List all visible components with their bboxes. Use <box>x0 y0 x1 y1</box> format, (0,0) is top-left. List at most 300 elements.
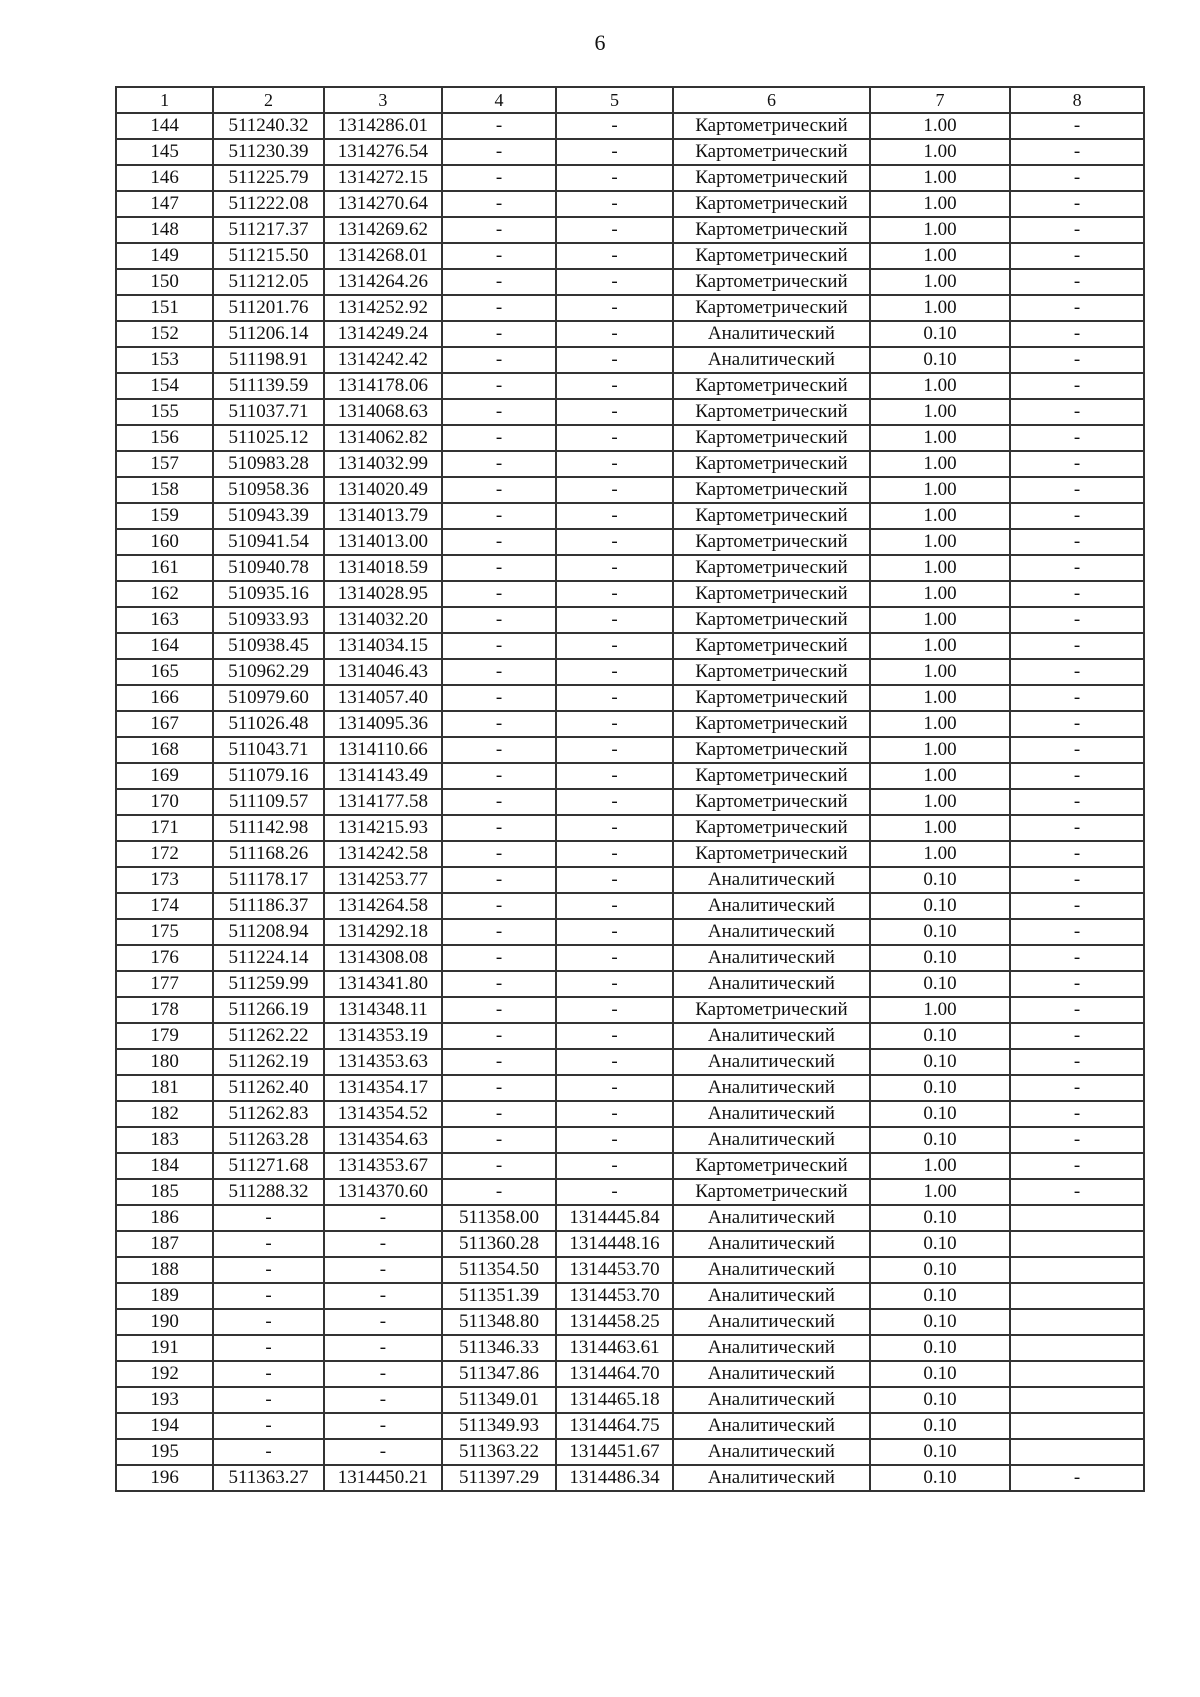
x-old-cell: 511262.22 <box>213 1023 324 1049</box>
table-row <box>116 1413 1144 1439</box>
description-cell: - <box>1010 893 1144 919</box>
column-header: 1 <box>116 87 213 113</box>
table-row <box>116 1231 1144 1257</box>
x-new-cell: 511349.01 <box>442 1387 556 1413</box>
point-number-cell: 169 <box>116 763 213 789</box>
accuracy-cell: 0.10 <box>870 945 1010 971</box>
description-cell: - <box>1010 659 1144 685</box>
method-cell: Картометрический <box>673 477 870 503</box>
accuracy-cell: 1.00 <box>870 997 1010 1023</box>
y-old-cell: 1314276.54 <box>324 139 442 165</box>
x-new-cell: - <box>442 763 556 789</box>
y-old-cell: 1314177.58 <box>324 789 442 815</box>
y-new-cell: - <box>556 737 673 763</box>
x-old-cell: 511186.37 <box>213 893 324 919</box>
x-new-cell: 511363.22 <box>442 1439 556 1465</box>
accuracy-cell: 1.00 <box>870 529 1010 555</box>
column-header: 6 <box>673 87 870 113</box>
point-number-cell: 149 <box>116 243 213 269</box>
description-cell: - <box>1010 1127 1144 1153</box>
table-row <box>116 1361 1144 1387</box>
x-old-cell: 510958.36 <box>213 477 324 503</box>
x-new-cell: 511351.39 <box>442 1283 556 1309</box>
y-new-cell: - <box>556 1179 673 1205</box>
table-body <box>116 113 1144 1491</box>
accuracy-cell: 1.00 <box>870 659 1010 685</box>
y-old-cell: 1314032.20 <box>324 607 442 633</box>
table-row <box>116 607 1144 633</box>
y-new-cell: - <box>556 347 673 373</box>
method-cell: Картометрический <box>673 581 870 607</box>
accuracy-cell: 0.10 <box>870 1049 1010 1075</box>
accuracy-cell: 0.10 <box>870 321 1010 347</box>
table-header-row <box>116 87 1144 113</box>
accuracy-cell: 0.10 <box>870 1309 1010 1335</box>
y-old-cell: - <box>324 1205 442 1231</box>
accuracy-cell: 0.10 <box>870 1075 1010 1101</box>
table-row <box>116 971 1144 997</box>
method-cell: Картометрический <box>673 659 870 685</box>
table-row <box>116 1075 1144 1101</box>
y-new-cell: 1314465.18 <box>556 1387 673 1413</box>
y-new-cell: - <box>556 711 673 737</box>
method-cell: Аналитический <box>673 1205 870 1231</box>
accuracy-cell: 0.10 <box>870 1205 1010 1231</box>
table-row <box>116 321 1144 347</box>
x-new-cell: 511397.29 <box>442 1465 556 1491</box>
description-cell: - <box>1010 451 1144 477</box>
point-number-cell: 155 <box>116 399 213 425</box>
table-row <box>116 1153 1144 1179</box>
table-row <box>116 217 1144 243</box>
description-cell: - <box>1010 1075 1144 1101</box>
table-row <box>116 1387 1144 1413</box>
y-new-cell: - <box>556 139 673 165</box>
accuracy-cell: 1.00 <box>870 685 1010 711</box>
table-row <box>116 373 1144 399</box>
description-cell: - <box>1010 789 1144 815</box>
accuracy-cell: 0.10 <box>870 867 1010 893</box>
table-row <box>116 685 1144 711</box>
table-row <box>116 1283 1144 1309</box>
x-old-cell: - <box>213 1257 324 1283</box>
accuracy-cell: 0.10 <box>870 1387 1010 1413</box>
description-cell: - <box>1010 685 1144 711</box>
table-row <box>116 399 1144 425</box>
description-cell <box>1010 1309 1144 1335</box>
table-row <box>116 1205 1144 1231</box>
point-number-cell: 195 <box>116 1439 213 1465</box>
description-cell: - <box>1010 269 1144 295</box>
y-new-cell: - <box>556 815 673 841</box>
method-cell: Картометрический <box>673 243 870 269</box>
y-new-cell: - <box>556 1101 673 1127</box>
column-header: 2 <box>213 87 324 113</box>
x-old-cell: - <box>213 1231 324 1257</box>
point-number-cell: 190 <box>116 1309 213 1335</box>
x-old-cell: 510935.16 <box>213 581 324 607</box>
x-new-cell: - <box>442 971 556 997</box>
point-number-cell: 162 <box>116 581 213 607</box>
x-old-cell: 511139.59 <box>213 373 324 399</box>
point-number-cell: 180 <box>116 1049 213 1075</box>
table-row <box>116 763 1144 789</box>
x-old-cell: 511206.14 <box>213 321 324 347</box>
description-cell: - <box>1010 711 1144 737</box>
y-new-cell: - <box>556 243 673 269</box>
x-old-cell: 511215.50 <box>213 243 324 269</box>
column-header: 7 <box>870 87 1010 113</box>
y-old-cell: 1314269.62 <box>324 217 442 243</box>
accuracy-cell: 1.00 <box>870 399 1010 425</box>
y-old-cell: 1314057.40 <box>324 685 442 711</box>
x-old-cell: 511224.14 <box>213 945 324 971</box>
y-old-cell: 1314020.49 <box>324 477 442 503</box>
accuracy-cell: 1.00 <box>870 243 1010 269</box>
point-number-cell: 168 <box>116 737 213 763</box>
table-row <box>116 425 1144 451</box>
x-new-cell: - <box>442 217 556 243</box>
table-row <box>116 659 1144 685</box>
y-old-cell: 1314252.92 <box>324 295 442 321</box>
y-old-cell: - <box>324 1231 442 1257</box>
method-cell: Аналитический <box>673 1413 870 1439</box>
table-row <box>116 841 1144 867</box>
y-old-cell: 1314046.43 <box>324 659 442 685</box>
x-new-cell: - <box>442 529 556 555</box>
description-cell: - <box>1010 945 1144 971</box>
accuracy-cell: 1.00 <box>870 295 1010 321</box>
table-row <box>116 113 1144 139</box>
table-row <box>116 347 1144 373</box>
x-new-cell: - <box>442 893 556 919</box>
method-cell: Аналитический <box>673 1127 870 1153</box>
x-old-cell: 511240.32 <box>213 113 324 139</box>
x-old-cell: 510941.54 <box>213 529 324 555</box>
x-new-cell: - <box>442 789 556 815</box>
description-cell: - <box>1010 555 1144 581</box>
description-cell <box>1010 1361 1144 1387</box>
y-new-cell: - <box>556 399 673 425</box>
x-old-cell: - <box>213 1309 324 1335</box>
method-cell: Аналитический <box>673 347 870 373</box>
point-number-cell: 156 <box>116 425 213 451</box>
x-old-cell: 510943.39 <box>213 503 324 529</box>
x-old-cell: 511025.12 <box>213 425 324 451</box>
table-row <box>116 789 1144 815</box>
method-cell: Картометрический <box>673 113 870 139</box>
description-cell: - <box>1010 113 1144 139</box>
accuracy-cell: 1.00 <box>870 815 1010 841</box>
x-new-cell: - <box>442 451 556 477</box>
point-number-cell: 163 <box>116 607 213 633</box>
y-new-cell: - <box>556 945 673 971</box>
description-cell: - <box>1010 503 1144 529</box>
point-number-cell: 186 <box>116 1205 213 1231</box>
method-cell: Картометрический <box>673 737 870 763</box>
y-new-cell: 1314453.70 <box>556 1257 673 1283</box>
table-row <box>116 945 1144 971</box>
point-number-cell: 179 <box>116 1023 213 1049</box>
method-cell: Аналитический <box>673 1231 870 1257</box>
method-cell: Аналитический <box>673 919 870 945</box>
x-old-cell: 510940.78 <box>213 555 324 581</box>
point-number-cell: 172 <box>116 841 213 867</box>
y-old-cell: 1314370.60 <box>324 1179 442 1205</box>
table-row <box>116 919 1144 945</box>
method-cell: Аналитический <box>673 1335 870 1361</box>
table-row <box>116 1179 1144 1205</box>
x-old-cell: - <box>213 1413 324 1439</box>
description-cell <box>1010 1387 1144 1413</box>
y-new-cell: - <box>556 191 673 217</box>
description-cell: - <box>1010 997 1144 1023</box>
description-cell: - <box>1010 399 1144 425</box>
x-old-cell: 511037.71 <box>213 399 324 425</box>
point-number-cell: 178 <box>116 997 213 1023</box>
description-cell: - <box>1010 243 1144 269</box>
accuracy-cell: 0.10 <box>870 1335 1010 1361</box>
x-new-cell: - <box>442 1127 556 1153</box>
x-new-cell: - <box>442 997 556 1023</box>
accuracy-cell: 0.10 <box>870 1439 1010 1465</box>
y-old-cell: 1314249.24 <box>324 321 442 347</box>
method-cell: Аналитический <box>673 1361 870 1387</box>
method-cell: Картометрический <box>673 529 870 555</box>
description-cell: - <box>1010 1465 1144 1491</box>
y-old-cell: - <box>324 1309 442 1335</box>
x-old-cell: 511079.16 <box>213 763 324 789</box>
y-old-cell: - <box>324 1257 442 1283</box>
point-number-cell: 181 <box>116 1075 213 1101</box>
x-new-cell: - <box>442 737 556 763</box>
method-cell: Картометрический <box>673 555 870 581</box>
method-cell: Аналитический <box>673 1283 870 1309</box>
x-new-cell: - <box>442 1075 556 1101</box>
y-new-cell: - <box>556 269 673 295</box>
description-cell: - <box>1010 347 1144 373</box>
y-new-cell: 1314445.84 <box>556 1205 673 1231</box>
accuracy-cell: 1.00 <box>870 425 1010 451</box>
description-cell: - <box>1010 425 1144 451</box>
accuracy-cell: 1.00 <box>870 581 1010 607</box>
x-old-cell: 511208.94 <box>213 919 324 945</box>
y-new-cell: - <box>556 919 673 945</box>
method-cell: Картометрический <box>673 1153 870 1179</box>
y-new-cell: - <box>556 1075 673 1101</box>
x-new-cell: - <box>442 321 556 347</box>
x-new-cell: - <box>442 347 556 373</box>
y-old-cell: - <box>324 1387 442 1413</box>
y-old-cell: 1314272.15 <box>324 165 442 191</box>
y-old-cell: 1314242.58 <box>324 841 442 867</box>
accuracy-cell: 1.00 <box>870 737 1010 763</box>
y-new-cell: - <box>556 1127 673 1153</box>
x-new-cell: - <box>442 1049 556 1075</box>
page-number: 6 <box>594 30 606 55</box>
table-row <box>116 815 1144 841</box>
description-cell: - <box>1010 633 1144 659</box>
x-old-cell: 511026.48 <box>213 711 324 737</box>
y-old-cell: 1314353.67 <box>324 1153 442 1179</box>
x-old-cell: 510983.28 <box>213 451 324 477</box>
accuracy-cell: 1.00 <box>870 451 1010 477</box>
x-old-cell: 510962.29 <box>213 659 324 685</box>
y-new-cell: - <box>556 321 673 347</box>
x-old-cell: 511198.91 <box>213 347 324 373</box>
method-cell: Картометрический <box>673 633 870 659</box>
x-old-cell: - <box>213 1361 324 1387</box>
table-row <box>116 165 1144 191</box>
method-cell: Аналитический <box>673 1075 870 1101</box>
y-old-cell: 1314354.17 <box>324 1075 442 1101</box>
x-new-cell: 511358.00 <box>442 1205 556 1231</box>
point-number-cell: 196 <box>116 1465 213 1491</box>
y-old-cell: - <box>324 1413 442 1439</box>
description-cell: - <box>1010 165 1144 191</box>
description-cell: - <box>1010 971 1144 997</box>
method-cell: Картометрический <box>673 1179 870 1205</box>
coordinates-table <box>115 86 1145 1492</box>
table-row <box>116 1465 1144 1491</box>
point-number-cell: 185 <box>116 1179 213 1205</box>
point-number-cell: 151 <box>116 295 213 321</box>
x-old-cell: 511262.83 <box>213 1101 324 1127</box>
point-number-cell: 161 <box>116 555 213 581</box>
column-header: 4 <box>442 87 556 113</box>
table-row <box>116 737 1144 763</box>
accuracy-cell: 0.10 <box>870 1283 1010 1309</box>
y-old-cell: 1314354.63 <box>324 1127 442 1153</box>
table-row <box>116 893 1144 919</box>
y-new-cell: - <box>556 841 673 867</box>
x-new-cell: 511354.50 <box>442 1257 556 1283</box>
method-cell: Картометрический <box>673 373 870 399</box>
x-new-cell: - <box>442 165 556 191</box>
table-row <box>116 477 1144 503</box>
description-cell: - <box>1010 217 1144 243</box>
y-new-cell: - <box>556 503 673 529</box>
x-new-cell: - <box>442 919 556 945</box>
y-old-cell: 1314062.82 <box>324 425 442 451</box>
point-number-cell: 153 <box>116 347 213 373</box>
y-old-cell: 1314018.59 <box>324 555 442 581</box>
accuracy-cell: 1.00 <box>870 607 1010 633</box>
point-number-cell: 189 <box>116 1283 213 1309</box>
x-new-cell: - <box>442 1101 556 1127</box>
y-old-cell: 1314354.52 <box>324 1101 442 1127</box>
y-new-cell: 1314463.61 <box>556 1335 673 1361</box>
y-new-cell: - <box>556 425 673 451</box>
x-old-cell: 511259.99 <box>213 971 324 997</box>
y-new-cell: 1314486.34 <box>556 1465 673 1491</box>
method-cell: Картометрический <box>673 295 870 321</box>
point-number-cell: 176 <box>116 945 213 971</box>
table-row <box>116 529 1144 555</box>
x-old-cell: 511262.19 <box>213 1049 324 1075</box>
y-old-cell: 1314264.26 <box>324 269 442 295</box>
method-cell: Картометрический <box>673 165 870 191</box>
description-cell <box>1010 1335 1144 1361</box>
y-old-cell: 1314028.95 <box>324 581 442 607</box>
x-new-cell: 511347.86 <box>442 1361 556 1387</box>
table-row <box>116 191 1144 217</box>
description-cell: - <box>1010 1153 1144 1179</box>
column-header: 5 <box>556 87 673 113</box>
x-new-cell: - <box>442 581 556 607</box>
accuracy-cell: 1.00 <box>870 373 1010 399</box>
method-cell: Картометрический <box>673 217 870 243</box>
accuracy-cell: 0.10 <box>870 1361 1010 1387</box>
table-row <box>116 711 1144 737</box>
method-cell: Аналитический <box>673 867 870 893</box>
x-old-cell: 511230.39 <box>213 139 324 165</box>
y-new-cell: - <box>556 529 673 555</box>
point-number-cell: 159 <box>116 503 213 529</box>
x-old-cell: - <box>213 1205 324 1231</box>
y-new-cell: 1314464.75 <box>556 1413 673 1439</box>
x-old-cell: 511168.26 <box>213 841 324 867</box>
description-cell <box>1010 1283 1144 1309</box>
method-cell: Аналитический <box>673 1439 870 1465</box>
x-new-cell: - <box>442 139 556 165</box>
y-new-cell: - <box>556 971 673 997</box>
accuracy-cell: 0.10 <box>870 1231 1010 1257</box>
x-new-cell: - <box>442 633 556 659</box>
description-cell: - <box>1010 867 1144 893</box>
x-old-cell: 511142.98 <box>213 815 324 841</box>
point-number-cell: 182 <box>116 1101 213 1127</box>
y-old-cell: 1314268.01 <box>324 243 442 269</box>
y-new-cell: 1314451.67 <box>556 1439 673 1465</box>
table-row <box>116 139 1144 165</box>
accuracy-cell: 1.00 <box>870 763 1010 789</box>
y-old-cell: 1314341.80 <box>324 971 442 997</box>
x-new-cell: 511346.33 <box>442 1335 556 1361</box>
method-cell: Картометрический <box>673 997 870 1023</box>
accuracy-cell: 0.10 <box>870 347 1010 373</box>
x-new-cell: - <box>442 815 556 841</box>
method-cell: Картометрический <box>673 841 870 867</box>
y-new-cell: - <box>556 789 673 815</box>
point-number-cell: 192 <box>116 1361 213 1387</box>
y-old-cell: 1314095.36 <box>324 711 442 737</box>
y-old-cell: 1314308.08 <box>324 945 442 971</box>
x-new-cell: - <box>442 425 556 451</box>
x-old-cell: 511109.57 <box>213 789 324 815</box>
method-cell: Картометрический <box>673 763 870 789</box>
accuracy-cell: 1.00 <box>870 711 1010 737</box>
method-cell: Аналитический <box>673 1101 870 1127</box>
method-cell: Картометрический <box>673 503 870 529</box>
accuracy-cell: 0.10 <box>870 1257 1010 1283</box>
y-old-cell: 1314034.15 <box>324 633 442 659</box>
table-row <box>116 1309 1144 1335</box>
point-number-cell: 145 <box>116 139 213 165</box>
x-new-cell: - <box>442 399 556 425</box>
y-new-cell: - <box>556 893 673 919</box>
x-old-cell: 511201.76 <box>213 295 324 321</box>
y-old-cell: - <box>324 1361 442 1387</box>
x-old-cell: 511217.37 <box>213 217 324 243</box>
table-row <box>116 503 1144 529</box>
y-old-cell: - <box>324 1335 442 1361</box>
y-old-cell: 1314348.11 <box>324 997 442 1023</box>
accuracy-cell: 1.00 <box>870 139 1010 165</box>
x-old-cell: 511222.08 <box>213 191 324 217</box>
x-new-cell: - <box>442 269 556 295</box>
x-old-cell: 511212.05 <box>213 269 324 295</box>
